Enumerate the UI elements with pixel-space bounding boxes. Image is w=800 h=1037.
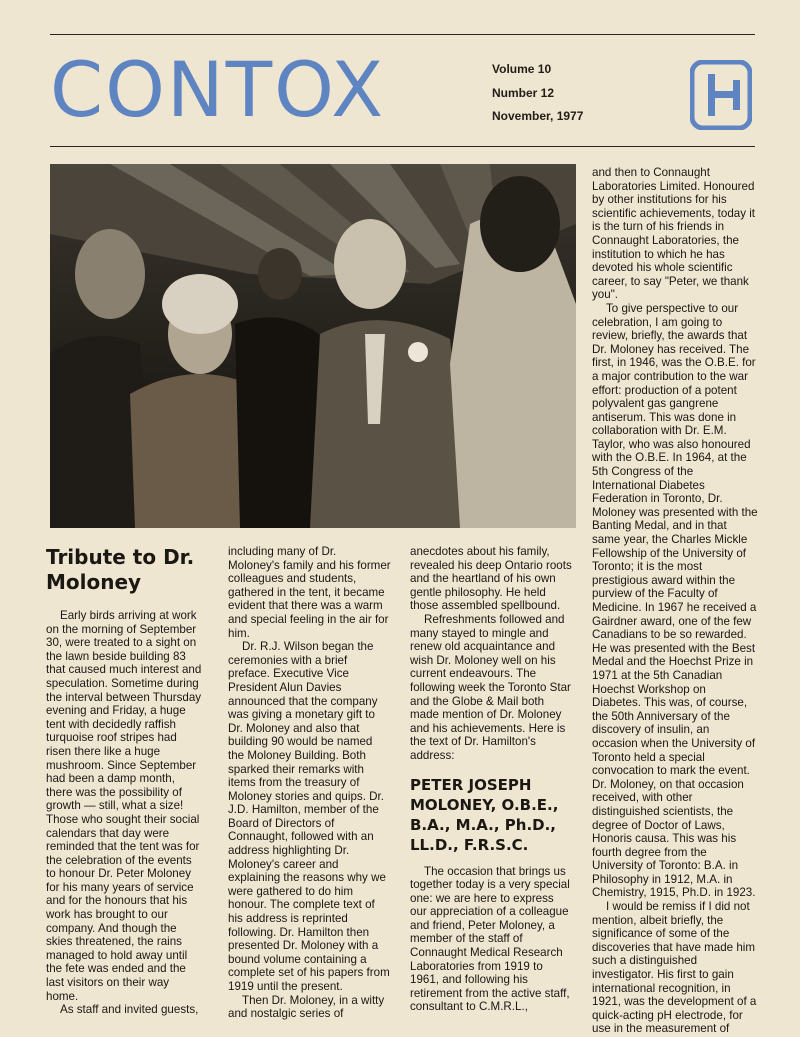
masthead-title: CONTOX — [50, 45, 386, 134]
article-paragraph: To give perspective to our celebration, I am going to review, briefly, the awards that Dr. Moloney has received. The first, in 1946, was the O.B.E. for a major contribution to the war effort: production of a potent polyvalent gas gangrene antiserum. This was done in collaboration with Dr. E.M. Taylor, who was also honoured with the O.B.E. In 1964, at the 5th Congress of the International Diabetes Federation in Toronto, Dr. Moloney was presented with the Banting Medal, and in that same year, the Charles Mickle Fellowship of the University of Toronto; it is the most prestigious award within the purview of the Faculty of Medicine. In 1967 he received a Gairdner award, one of the few Canadians to be so rewarded. He was presented with the Best Medal and the Hoechst Prize in 1971 at the 5th Canadian Hoechst Workshop on Diabetes. This was, of course, the 50th Anniversary of the discovery of insulin, an occasion when the University of Toronto held a special convocation to mark the event. Dr. Moloney, on that occasion received, with other distinguished scientists, the degree of Doctor of Laws, Honoris causa. This was his fourth degree from the University of Toronto: B.A. in Philosophy in 1912, M.A. in Chemistry, 1915, Ph.D. in 1923. — [592, 301, 758, 900]
article-paragraph: As staff and invited guests, — [60, 1003, 199, 1017]
date-label: November, 1977 — [492, 109, 584, 123]
article-column-2 — [228, 545, 391, 1021]
header-rule — [50, 146, 755, 147]
article-headline: Tribute to Dr. Moloney — [46, 545, 195, 594]
article-paragraph: Early birds arriving at work on the morning of September 30, were treated to a sight on the lawn beside building 83 that caused much interest and speculation. Sometime during the interval between Thursday evening and Friday, a huge tent with decidedly raffish turquoise roof stripes had risen there like a huge mushroom. Since September had been a damp month, there was the possibility of growth — still, what a size! Those who sought their social calendars that day were reminded that the tent was for the celebration of the events to honour Dr. Peter Moloney for his many years of service and for the honours that his work has brought to our company. And though the skies threatened, the rains managed to hold away until the fete was ended and the last visitors on their way home. — [46, 609, 202, 1003]
article-paragraph: The occasion that brings us together today is a very special one: we are here to express our appreciation of a colleague and friend, Peter Moloney, a member of the staff of Connaught Medical Research Laboratories from 1919 to 1961, and following his retirement from the active staff, consultant to C.M.R.L., — [410, 864, 570, 1014]
article-paragraph: Then Dr. Moloney, in a witty and nostalgic series of — [228, 993, 385, 1021]
article-paragraph: anecdotes about his family, revealed his deep Ontario roots and the heartland of his own gentle philosophy. He held those assembled spellbound. — [410, 545, 572, 613]
top-rule — [50, 34, 755, 35]
article-column-1 — [46, 545, 202, 1017]
photo-image — [50, 164, 576, 528]
connaught-logo-icon — [690, 60, 752, 130]
volume-label: Volume 10 — [492, 62, 552, 76]
article-paragraph: Refreshments followed and many stayed to mingle and renew old acquaintance and wish Dr. Moloney well on his current endeavours. The following week the Toronto Star and the Globe & Mail both made mention of Dr. Moloney and his achievements. Here is the text of Dr. Hamilton's address: — [410, 612, 571, 762]
article-column-3 — [410, 545, 573, 1014]
article-paragraph: and then to Connaught Laboratories Limited. Honoured by other institutions for his scientific achievements, today it is the turn of his friends in Connaught Laboratories, the institution to which he has devoted his whole scientific career, to say "Peter, we thank you". — [592, 166, 756, 302]
address-subheadline: PETER JOSEPH MOLONEY, O.B.E., B.A., M.A., Ph.D., LL.D., F.R.S.C. — [410, 775, 559, 854]
article-paragraph: including many of Dr. Moloney's family and his former colleagues and students, gathered in the tent, it became evident that there was a warm and special feeling in the air for him. — [228, 545, 391, 640]
number-label: Number 12 — [492, 86, 555, 100]
article-paragraph: Dr. R.J. Wilson began the ceremonies with a brief preface. Executive Vice President Alun Davies announced that the company was giving a monetary gift to Dr. Moloney and also that building 90 would be named the Moloney Building. Both sparked their remarks with items from the treasury of Moloney stories and quips. Dr. J.D. Hamilton, member of the Board of Directors of Connaught, followed with an address highlighting Dr. Moloney's career and explaining the reasons why we were gathered to do him honour. The complete text of his address is reprinted following. Dr. Hamilton then presented Dr. Moloney with a bound volume containing a complete set of his papers from 1919 until the present. — [228, 640, 390, 993]
article-paragraph: I would be remiss if I did not mention, albeit briefly, the significance of some of the discoveries that have made him such a distinguished investigator. His first to gain international recognition, in 1921, was the development of a quick-acting pH electrode, for use in the measurement of — [592, 900, 757, 1036]
event-photo — [50, 164, 576, 528]
article-column-4 — [592, 166, 758, 1036]
